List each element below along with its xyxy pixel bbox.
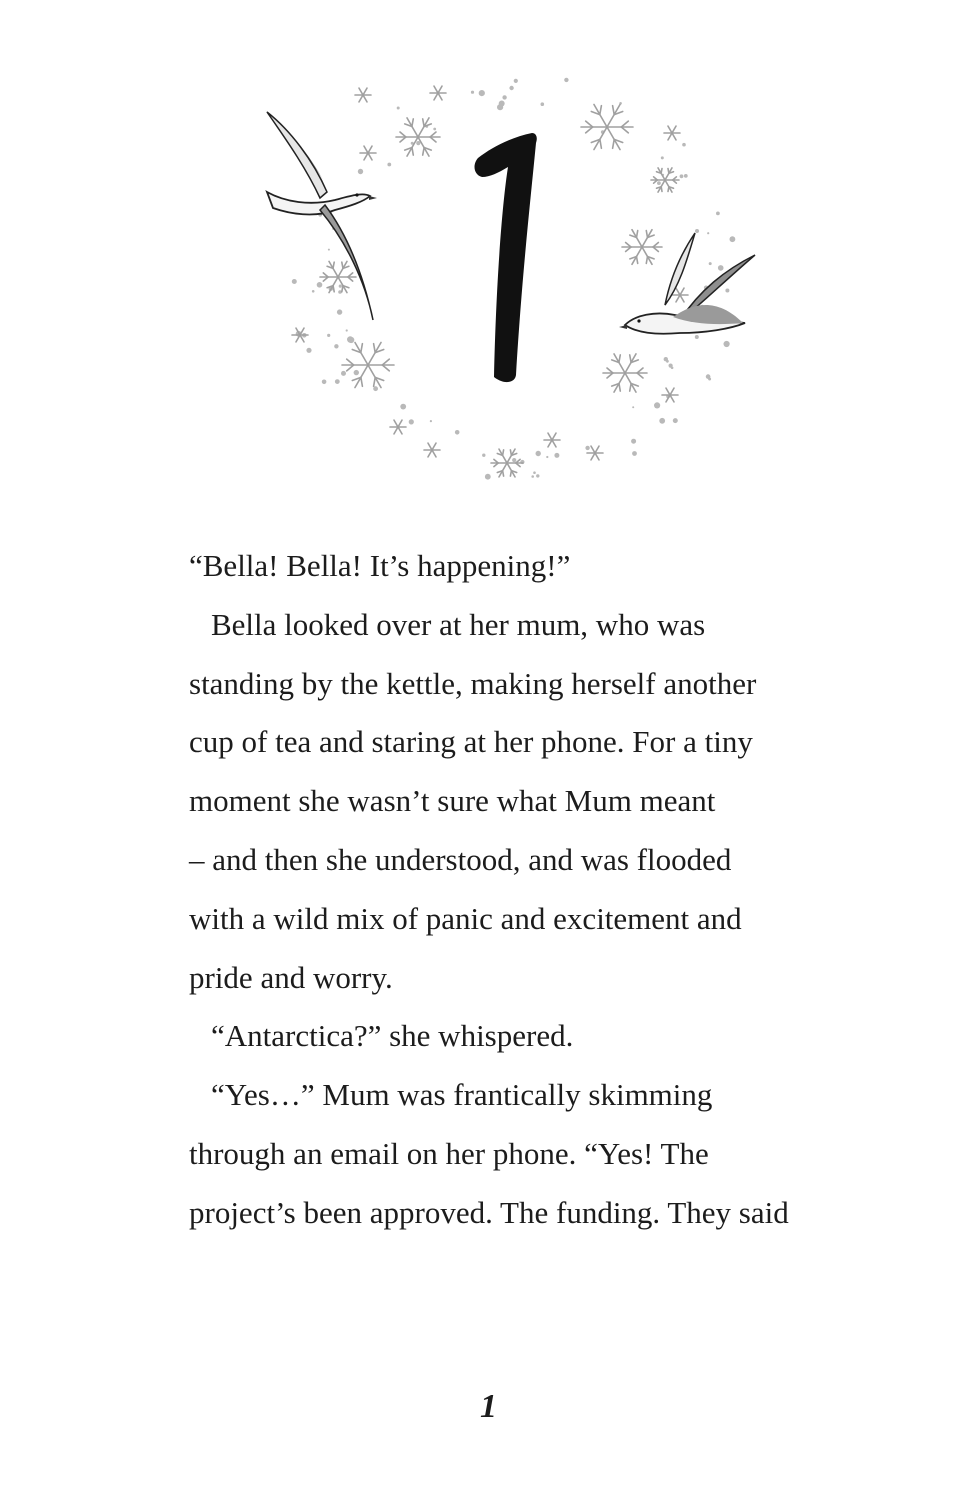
text-line: standing by the kettle, making herself another xyxy=(189,665,757,701)
text-line: cup of tea and staring at her phone. For a tiny xyxy=(189,724,753,760)
text-line: pride and worry. xyxy=(189,959,393,995)
text-line: “Antarctica?” she whispered. xyxy=(211,1018,574,1054)
text-line: Bella looked over at her mum, who was xyxy=(211,606,706,642)
chapter-header-illustration xyxy=(250,55,780,505)
text-line: moment she wasn’t sure what Mum meant xyxy=(189,783,716,819)
text-line: project’s been approved. The funding. They said xyxy=(189,1194,789,1230)
text-line: with a wild mix of panic and excitement and xyxy=(189,900,742,936)
chapter-number-1 xyxy=(475,133,537,382)
text-line: – and then she understood, and was flooded xyxy=(189,841,732,877)
seagull-right-icon xyxy=(619,233,755,334)
snow-wreath xyxy=(250,55,780,505)
text-line: through an email on her phone. “Yes! The xyxy=(189,1135,709,1171)
snowflakes xyxy=(292,86,688,477)
text-line: “Bella! Bella! It’s happening!” xyxy=(189,548,571,583)
page-number: 1 xyxy=(480,1388,497,1425)
chapter-body-text xyxy=(189,537,849,1243)
text-line: “Yes…” Mum was frantically skimming xyxy=(211,1077,713,1113)
